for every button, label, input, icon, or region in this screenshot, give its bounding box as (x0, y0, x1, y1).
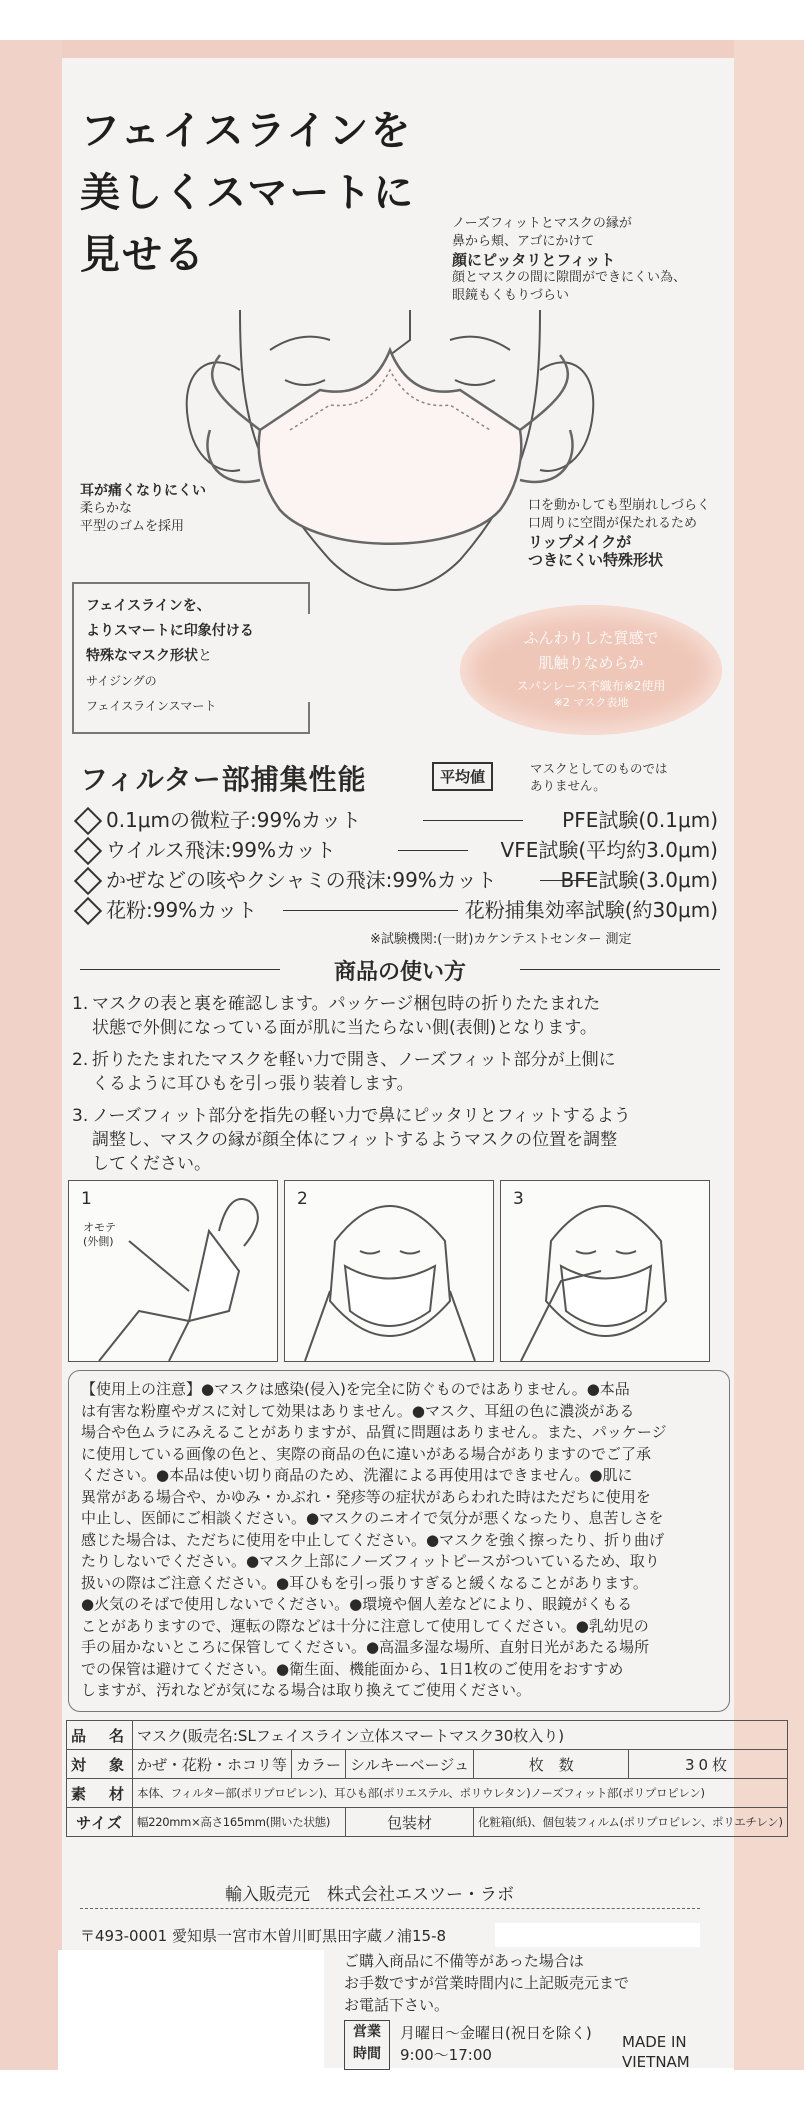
headline (80, 100, 415, 286)
nose-text-4: 顔とマスクの間に隙間ができにくい為、 (452, 270, 687, 285)
table-row (67, 1750, 788, 1779)
caution-line: 中止し、医師にご相談ください。●マスクのニオイで気分が悪くなったり、息苦しさを (81, 1509, 664, 1527)
box-left-edge (0, 40, 62, 2070)
contact-note (344, 1950, 629, 2016)
softness-bubble (460, 605, 722, 735)
filter-title: フィルター部捕集性能 (80, 763, 367, 796)
contact-text-2: お手数ですが営業時間内に上記販売元まで (344, 1974, 630, 1992)
bubble-text-4: ※2 マスク表地 (553, 696, 629, 709)
nose-text-2: 鼻から頬、アゴにかけて (452, 234, 595, 249)
faceline-text-3b: と (198, 648, 212, 664)
illus-number: 1 (81, 1189, 92, 1209)
redacted-area (495, 1923, 700, 1947)
step-number: 3. (72, 1106, 89, 1126)
caution-line: 異常がある場合や、かゆみ・かぶれ・発疹等の症状があらわれた時はただちに使用を (81, 1487, 651, 1506)
step-illustration-2 (284, 1180, 494, 1362)
business-hours (400, 2022, 592, 2066)
lip-annotation (528, 497, 710, 569)
caution-line: ことがありますので、運転の際などは十分に注意して使用してください。●乳幼児の (81, 1616, 649, 1635)
nose-text-1: ノーズフィットとマスクの縁が (452, 216, 632, 231)
filter-row-label: 0.1μmの微粒子:99%カット (106, 808, 362, 832)
caution-line: ください。●本品は使い切り商品のため、洗濯による再使用はできません。●肌に (81, 1466, 633, 1484)
spec-header: 包装材 (346, 1808, 474, 1837)
faceline-text-1: フェイスラインを、 (86, 598, 211, 614)
ear-text-3: 平型のゴムを採用 (80, 519, 185, 534)
made-in (622, 2032, 690, 2072)
hours-label-1: 営業 (353, 2024, 381, 2040)
caution-line: たりしないでください。●マスク上部にノーズフィットピースがついているため、取り (81, 1552, 660, 1570)
usage-title (80, 955, 720, 986)
headline-line-1: フェイスラインを (80, 108, 413, 154)
faceline-text-4: サイジングの (86, 674, 157, 688)
spec-value: シルキーベージュ (346, 1750, 474, 1779)
filter-row-test: VFE試験(平均約3.0μm) (500, 838, 718, 862)
caution-line: での保管は避けてください。●衛生面、機能面から、1日1枚のご使用をおすすめ (81, 1659, 624, 1678)
step-line: ノーズフィット部分を指先の軽い力で鼻にピッタリとフィットするよう (92, 1106, 631, 1126)
caution-box (68, 1370, 730, 1712)
nose-text-5: 眼鏡もくもりづらい (452, 288, 570, 303)
person-putting-on-mask-icon (285, 1181, 493, 1361)
usage-title-text: 商品の使い方 (333, 960, 466, 985)
spec-value: かぜ・花粉・ホコリ等 (133, 1750, 292, 1779)
diamond-icon (74, 807, 102, 835)
usage-step (72, 1104, 722, 1178)
illus-number: 2 (297, 1189, 308, 1209)
bubble-text-3: スパンレース不織布※2使用 (516, 679, 666, 693)
omote-sub-label: (外側) (83, 1235, 114, 1248)
filter-row (78, 866, 718, 894)
filter-footnote: ※試験機関:(一財)カケンテストセンター 測定 (370, 932, 632, 947)
caution-line: しますが、汚れなどが気になる場合は取り換えてご使用ください。 (81, 1681, 532, 1699)
nose-fit-annotation (452, 215, 686, 305)
caution-line: に使用している画像の色と、実際の商品の色に違いがある場合がありますのでご了承 (81, 1444, 652, 1463)
caution-line: は有害な粉塵やガスに対して効果はありません。●マスク、耳紐の色に濃淡がある (81, 1401, 635, 1420)
average-badge: 平均値 (432, 762, 493, 791)
spec-header: 素 材 (67, 1779, 133, 1808)
spec-table (66, 1720, 788, 1837)
caution-line: 【使用上の注意】●マスクは感染(侵入)を完全に防ぐものではありません。●本品 (81, 1380, 630, 1398)
step-line: くるように耳ひもを引っ張り装着します。 (92, 1074, 414, 1094)
lip-text-1: 口を動かしても型崩れしづらく (528, 498, 711, 513)
usage-step (72, 992, 722, 1042)
caution-text (81, 1379, 717, 1702)
ear-annotation (80, 482, 206, 536)
ear-text-1: 耳が痛くなりにくい (80, 483, 206, 499)
spec-value: 本体、フィルター部(ポリプロピレン)、耳ひも部(ポリエステル、ポリウレタン)ノーズフィット部(ポリプロピレン) (133, 1779, 788, 1808)
hours-time: 9:00～17:00 (400, 2046, 492, 2064)
lip-text-3: リップメイクが (528, 533, 632, 551)
spec-header: サイズ (67, 1808, 133, 1837)
box-top-edge (0, 40, 804, 58)
filter-note-2: ありません。 (530, 778, 606, 793)
table-row (67, 1779, 788, 1808)
hours-label-2: 時間 (353, 2046, 381, 2062)
hours-days: 月曜日～金曜日(祝日を除く) (400, 2024, 592, 2042)
table-row (67, 1808, 788, 1837)
filter-note (530, 760, 668, 794)
faceline-text-5: フェイスラインスマート (86, 699, 217, 713)
caution-line: 手の届かないところに保管してください。●高温多湿な場所、直射日光があたる場所 (81, 1638, 650, 1656)
spec-header: 対 象 (67, 1750, 133, 1779)
faceline-text-3a: 特殊なマスク形状 (86, 648, 198, 664)
filter-row-label: かぜなどの咳やクシャミの飛沫:99%カット (106, 868, 497, 892)
step-line: マスクの表と裏を確認します。パッケージ梱包時の折りたたまれた (92, 994, 601, 1014)
spec-header: 枚 数 (474, 1750, 629, 1779)
step-line: してください。 (92, 1154, 211, 1174)
filter-note-1: マスクとしてのものでは (530, 761, 668, 776)
caution-line: 扱いの際はご注意ください。●耳ひもを引っ張りすぎると緩くなることがあります。 (81, 1573, 648, 1592)
person-adjusting-mask-icon (501, 1181, 709, 1361)
spec-value: 化粧箱(紙)、個包装フィルム(ポリプロピレン、ポリエチレン) (474, 1808, 788, 1837)
filter-row-label: ウイルス飛沫:99%カット (106, 838, 336, 862)
illus-number: 3 (513, 1189, 524, 1209)
address: 〒493-0001 愛知県一宮市木曽川町黒田字蔵ノ浦15-8 (80, 1927, 447, 1945)
spec-value: 30枚 (629, 1750, 787, 1779)
nose-text-3: 顔にピッタリとフィット (452, 251, 616, 269)
spec-value: マスク(販売名:SLフェイスライン立体スマートマスク30枚入り) (133, 1721, 788, 1750)
step-number: 1. (72, 994, 89, 1014)
spec-header: 品 名 (67, 1721, 133, 1750)
hours-label (344, 2020, 390, 2070)
origin-text-1: MADE IN (622, 2033, 687, 2051)
faceline-callout (72, 582, 304, 734)
spec-value: 幅220mm×高さ165mm(開いた状態) (133, 1808, 346, 1837)
hand-holding-mask-icon (69, 1181, 277, 1361)
omote-label: オモテ (83, 1221, 116, 1234)
contact-text-1: ご購入商品に不備等があった場合は (344, 1952, 584, 1970)
seller: 輸入販売元 株式会社エスツー・ラボ (225, 1885, 514, 1905)
filter-row (78, 896, 718, 924)
step-line: 状態で外側になっている面が肌に当たらない側(表側)となります。 (92, 1018, 597, 1038)
caution-line: 場合や色ムラにみえることがありますが、品質に問題はありません。また、パッケージ (81, 1423, 667, 1441)
step-line: 調整し、マスクの縁が顔全体にフィットするようマスクの位置を調整 (92, 1130, 618, 1150)
caution-line: 感じた場合は、ただちに使用を中止してください。●マスクを強く擦ったり、折り曲げ (81, 1530, 665, 1549)
step-line: 折りたたまれたマスクを軽い力で開き、ノーズフィット部分が上側に (92, 1050, 616, 1070)
filter-row-test: PFE試験(0.1μm) (562, 808, 718, 832)
diamond-icon (74, 837, 102, 865)
headline-line-3: 見せる (80, 232, 206, 278)
redacted-area (58, 1950, 324, 2070)
usage-step (72, 1048, 722, 1098)
face-mask-illustration (180, 310, 600, 620)
filter-row (78, 836, 718, 864)
faceline-text-2: よりスマートに印象付ける (86, 623, 254, 639)
diamond-icon (74, 897, 102, 925)
bubble-text-1: ふんわりした質感で (523, 629, 659, 647)
filter-row-test: BFE試験(3.0μm) (560, 868, 718, 892)
filter-row-test: 花粉捕集効率試験(約30μm) (464, 898, 718, 922)
ear-text-2: 柔らかな (80, 501, 133, 516)
step-number: 2. (72, 1050, 89, 1070)
headline-line-2: 美しくスマートに (80, 170, 416, 216)
filter-row-label: 花粉:99%カット (106, 898, 257, 922)
step-illustration-1 (68, 1180, 278, 1362)
diamond-icon (74, 867, 102, 895)
caution-line: ●火気のそばで使用しないでください。●環境や個人差などにより、眼鏡がくもる (81, 1595, 633, 1613)
contact-text-3: お電話下さい。 (344, 1996, 450, 2014)
spec-header: カラー (292, 1750, 346, 1779)
table-row (67, 1721, 788, 1750)
bubble-text-2: 肌触りなめらか (538, 654, 644, 672)
divider (80, 1908, 700, 1909)
origin-text-2: VIETNAM (622, 2053, 690, 2071)
filter-row (78, 806, 718, 834)
lip-text-4: つきにくい特殊形状 (528, 551, 664, 569)
lip-text-2: 口周りに空間が保たれるため (528, 516, 698, 531)
step-illustration-3 (500, 1180, 710, 1362)
